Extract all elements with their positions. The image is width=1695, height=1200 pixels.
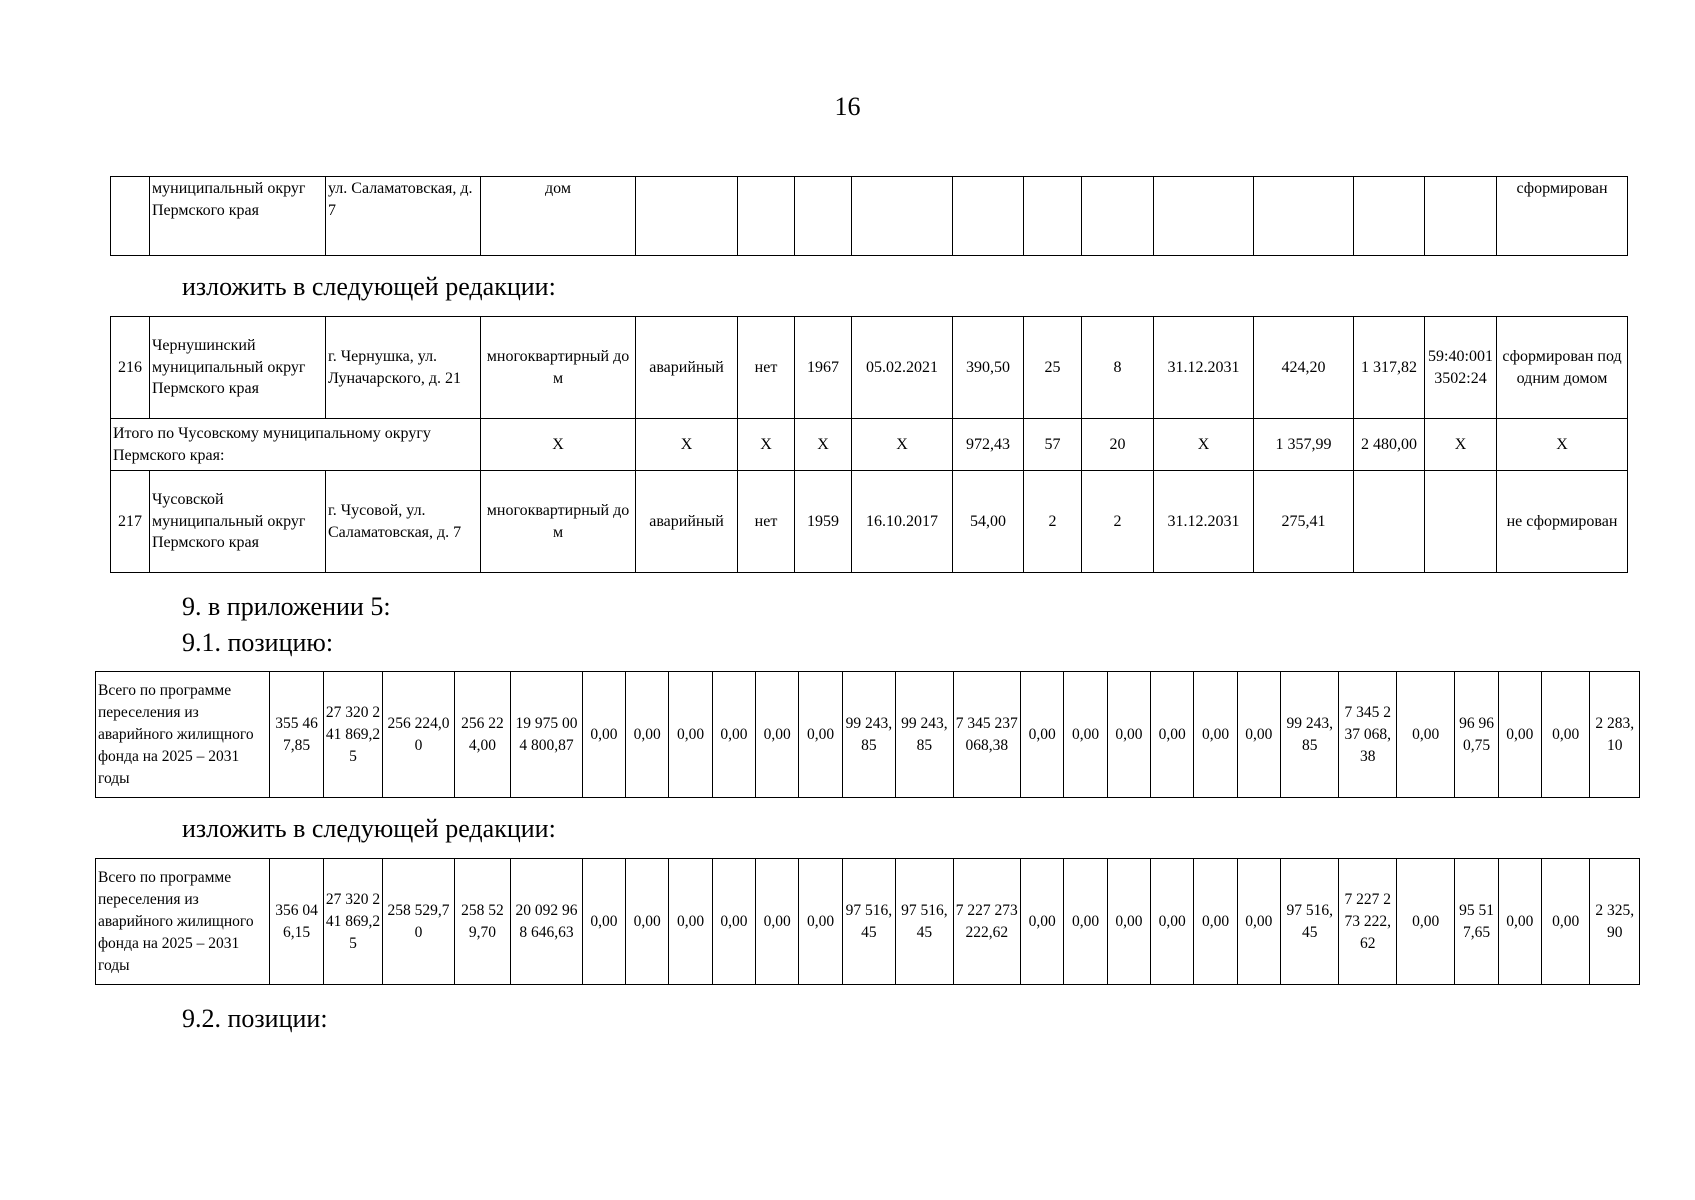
cell: [1354, 471, 1425, 573]
cell: [1425, 177, 1497, 256]
cell: 95 517,65: [1455, 859, 1498, 985]
cell-condition: аварийный: [636, 317, 738, 419]
cell: 2: [1082, 471, 1154, 573]
cell: Х: [481, 419, 636, 471]
cell: Х: [636, 419, 738, 471]
table-row: [111, 471, 1628, 573]
cell: 256 224,00: [383, 672, 455, 798]
cell: 0,00: [669, 672, 712, 798]
table-row: [96, 859, 1640, 985]
cell-house-type: многоквартирный дом: [481, 471, 636, 573]
cell: 2 325,90: [1590, 859, 1640, 985]
cell: 0,00: [712, 859, 755, 985]
cell: 8: [1082, 317, 1154, 419]
cell-number: 216: [111, 317, 150, 419]
cell-house-type: многоквартирный дом: [481, 317, 636, 419]
cell-date: 31.12.2031: [1154, 317, 1254, 419]
cell: 97 516,45: [896, 859, 953, 985]
cell-area: 275,41: [1254, 471, 1354, 573]
table-position-old: [95, 671, 1640, 798]
cell: Х: [1425, 419, 1497, 471]
cell: 2 480,00: [1354, 419, 1425, 471]
cell: 20: [1082, 419, 1154, 471]
cell: 0,00: [1396, 672, 1454, 798]
page-number: 16: [834, 92, 861, 121]
cell: 7 345 237 068,38: [1339, 672, 1396, 798]
cell: 0,00: [626, 859, 669, 985]
cell: 0,00: [1542, 672, 1590, 798]
cell: [953, 177, 1024, 256]
cell: 0,00: [1498, 672, 1541, 798]
cell-year: 1967: [795, 317, 852, 419]
cell: [636, 177, 738, 256]
cell: 0,00: [582, 672, 625, 798]
cell: 0,00: [799, 672, 842, 798]
heading-new-edition-1: изложить в следующей редакции:: [182, 272, 556, 301]
cell: Х: [795, 419, 852, 471]
cell: 19 975 004 800,87: [511, 672, 583, 798]
cell-total-label: Всего по программе переселения из аварийного жилищного фонда на 2025 – 2031 годы: [96, 672, 270, 798]
cell: 0,00: [1194, 672, 1237, 798]
cell-municipality: муниципальный округ Пермского края: [150, 177, 326, 256]
cell: 0,00: [1064, 672, 1107, 798]
heading-position-9-2: 9.2. позиции:: [182, 1004, 328, 1033]
cell: 0,00: [1498, 859, 1541, 985]
cell: [1254, 177, 1354, 256]
heading-position-9-1: 9.1. позицию:: [182, 628, 334, 657]
cell: 0,00: [582, 859, 625, 985]
cell: Х: [1497, 419, 1628, 471]
cell: 256 224,00: [454, 672, 510, 798]
cell: 0,00: [1237, 859, 1280, 985]
cell: 0,00: [1151, 859, 1194, 985]
cell: 0,00: [1021, 672, 1064, 798]
cell: 20 092 968 646,63: [511, 859, 583, 985]
cell: 0,00: [626, 672, 669, 798]
cell: Х: [738, 419, 795, 471]
heading-appendix-5: 9. в приложении 5:: [182, 592, 391, 621]
cell: нет: [738, 317, 795, 419]
cell-status: не сформирован: [1497, 471, 1628, 573]
cell: 2: [1024, 471, 1082, 573]
cell: 97 516,45: [1281, 859, 1339, 985]
cell: 0,00: [799, 859, 842, 985]
cell: [111, 177, 150, 256]
cell-number: 217: [111, 471, 150, 573]
cell: 7 227 273 222,62: [1339, 859, 1396, 985]
cell: 258 529,70: [383, 859, 455, 985]
cell-condition: аварийный: [636, 471, 738, 573]
cell: 0,00: [1396, 859, 1454, 985]
cell-status: сформирован под одним домом: [1497, 317, 1628, 419]
cell: 97 516,45: [842, 859, 895, 985]
cell: [1082, 177, 1154, 256]
cell: 96 960,75: [1455, 672, 1498, 798]
cell-address: г. Чернушка, ул. Луначарского, д. 21: [326, 317, 481, 419]
table-row-total: [111, 419, 1628, 471]
cell: [1154, 177, 1254, 256]
cell: 0,00: [1064, 859, 1107, 985]
cell: 27 320 241 869,25: [323, 672, 382, 798]
cell-address: г. Чусовой, ул. Саламатовская, д. 7: [326, 471, 481, 573]
cell: 2 283,10: [1590, 672, 1640, 798]
cell-cadastral: 59:40:0013502:24: [1425, 317, 1497, 419]
cell-address: ул. Саламатовская, д. 7: [326, 177, 481, 256]
cell: 0,00: [1151, 672, 1194, 798]
cell: 972,43: [953, 419, 1024, 471]
cell: 356 046,15: [270, 859, 323, 985]
cell-total-label: Итого по Чусовскому муниципальному округу Пермского края:: [111, 419, 481, 471]
cell: 7 345 237 068,38: [953, 672, 1021, 798]
cell: [1425, 471, 1497, 573]
cell: Х: [1154, 419, 1254, 471]
table-position-new: [95, 858, 1640, 985]
table-row: [111, 317, 1628, 419]
cell: 0,00: [1107, 672, 1150, 798]
cell-municipality: Чернушинский муниципальный округ Пермского края: [150, 317, 326, 419]
cell: [738, 177, 795, 256]
cell: 0,00: [1021, 859, 1064, 985]
cell: 99 243,85: [896, 672, 953, 798]
table-previous-row: [110, 176, 1628, 256]
cell: [1024, 177, 1082, 256]
cell-house-type: дом: [481, 177, 636, 256]
cell: 0,00: [1237, 672, 1280, 798]
table-new-edition-rows: [110, 316, 1628, 573]
cell: 99 243,85: [842, 672, 895, 798]
cell-area: 1 317,82: [1354, 317, 1425, 419]
cell: 57: [1024, 419, 1082, 471]
cell-total-label: Всего по программе переселения из аварийного жилищного фонда на 2025 – 2031 годы: [96, 859, 270, 985]
cell: 0,00: [1107, 859, 1150, 985]
cell: 0,00: [756, 859, 799, 985]
cell: 99 243,85: [1281, 672, 1339, 798]
cell-date: 05.02.2021: [852, 317, 953, 419]
cell: 27 320 241 869,25: [323, 859, 382, 985]
cell: 258 529,70: [454, 859, 510, 985]
cell-date: 31.12.2031: [1154, 471, 1254, 573]
cell-date: 16.10.2017: [852, 471, 953, 573]
cell: 0,00: [1542, 859, 1590, 985]
cell: [1354, 177, 1425, 256]
cell: [852, 177, 953, 256]
cell-year: 1959: [795, 471, 852, 573]
cell: 1 357,99: [1254, 419, 1354, 471]
cell-municipality: Чусовской муниципальный округ Пермского края: [150, 471, 326, 573]
cell-status: сформирован: [1497, 177, 1628, 256]
cell: Х: [852, 419, 953, 471]
cell: 25: [1024, 317, 1082, 419]
cell: 0,00: [712, 672, 755, 798]
cell: 0,00: [669, 859, 712, 985]
cell-area: 424,20: [1254, 317, 1354, 419]
heading-new-edition-2: изложить в следующей редакции:: [182, 814, 556, 843]
cell: 0,00: [756, 672, 799, 798]
cell-area: 390,50: [953, 317, 1024, 419]
cell: 0,00: [1194, 859, 1237, 985]
cell: 7 227 273 222,62: [953, 859, 1021, 985]
cell: 355 467,85: [270, 672, 323, 798]
cell: [795, 177, 852, 256]
cell-area: 54,00: [953, 471, 1024, 573]
table-row: [96, 672, 1640, 798]
cell: нет: [738, 471, 795, 573]
